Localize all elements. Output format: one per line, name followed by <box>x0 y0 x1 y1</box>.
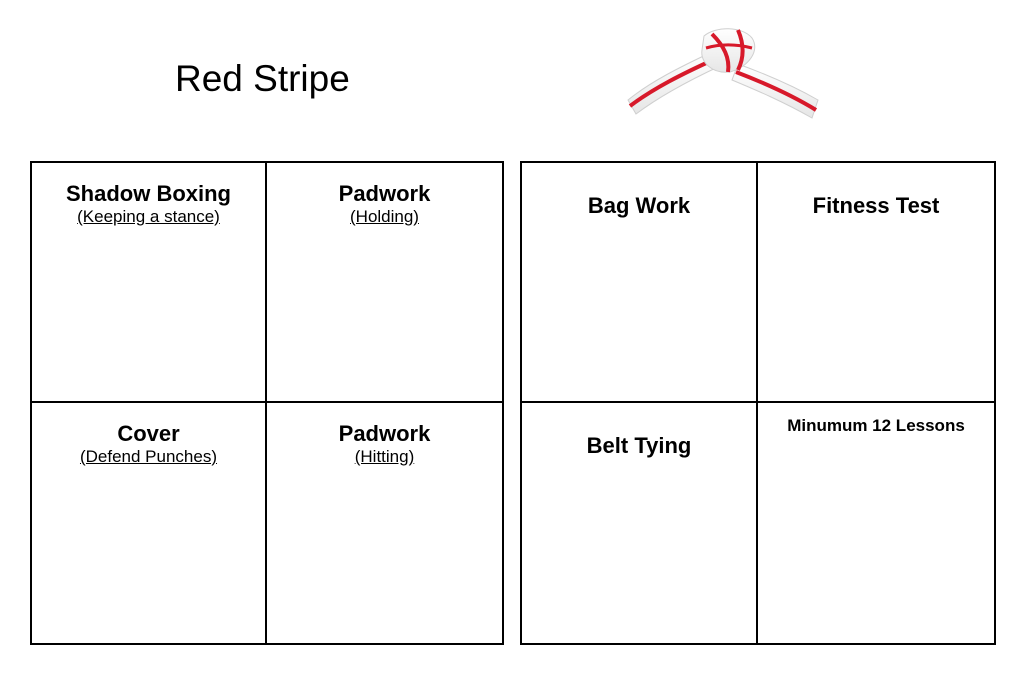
skill-title: Fitness Test <box>812 193 940 218</box>
skill-title: Bag Work <box>587 193 691 218</box>
skill-cell-padwork-hitting <box>267 403 502 643</box>
skill-subtitle: (Hitting) <box>354 447 415 466</box>
page-title: Red Stripe <box>175 58 350 99</box>
skill-title: Padwork <box>338 421 431 446</box>
belt-knot-icon <box>620 22 830 132</box>
right-skills-grid <box>520 161 996 645</box>
skill-cell-belt-tying <box>522 403 758 643</box>
skill-subtitle: (Holding) <box>350 207 419 226</box>
skill-title: Shadow Boxing <box>66 181 231 206</box>
requirement-cell-lessons <box>758 403 994 643</box>
skill-cell-bag-work <box>522 163 758 403</box>
skill-cell-padwork-holding <box>267 163 502 403</box>
skill-cell-fitness-test <box>758 163 994 403</box>
skill-subtitle: (Keeping a stance) <box>77 207 220 226</box>
skill-cell-shadow-boxing <box>32 163 267 403</box>
left-skills-grid <box>30 161 504 645</box>
skill-subtitle: (Defend Punches) <box>79 447 218 466</box>
skill-title: Belt Tying <box>586 433 692 458</box>
requirement-text: Minumum 12 Lessons <box>787 416 965 435</box>
skill-cell-cover <box>32 403 267 643</box>
skill-title: Cover <box>117 421 180 446</box>
skill-title: Padwork <box>338 181 431 206</box>
